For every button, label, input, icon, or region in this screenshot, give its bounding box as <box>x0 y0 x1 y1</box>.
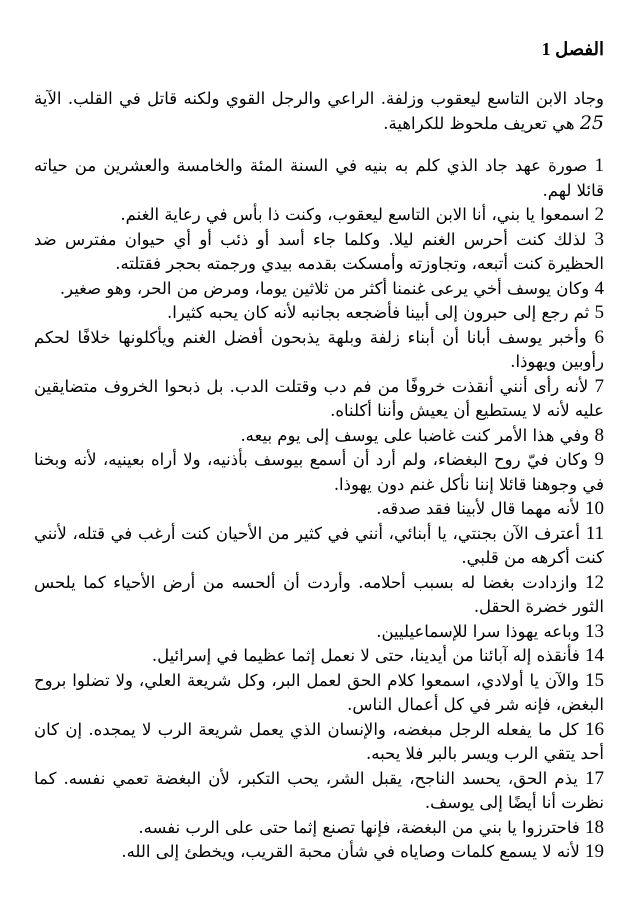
verse-number: 4 <box>594 277 604 299</box>
verse-text: اسمعوا يا بني، أنا الابن التاسع ليعقوب، وكنت ذا بأس في رعاية الغنم. <box>120 205 590 224</box>
verse-number: 8 <box>594 424 604 446</box>
verse-text: فاحترزوا يا بني من البغضة، فإنها تصنع إثما حتى على الرب نفسه. <box>138 817 580 837</box>
verse-paragraph <box>34 203 604 228</box>
verse-paragraph <box>34 448 604 497</box>
verse-text: صورة عهد جاد الذي كلم به بنيه في السنة المئة والخامسة والعشرين من حياته قائلا لهم. <box>34 156 604 200</box>
verse-number: 13 <box>585 620 604 642</box>
verse-text: وازدادت بغضا له بسبب أحلامه. وأردت أن ألحسه من أرض الأحياء كما يلحس الثور خضرة الحقل. <box>34 572 604 616</box>
verse-text: وباعه يهوذا سرا للإسماعيليين. <box>376 621 580 641</box>
verse-paragraph <box>34 522 604 571</box>
verse-paragraph <box>34 669 604 718</box>
verse-paragraph <box>34 301 604 326</box>
verse-text: لأنه لا يسمع كلمات وصاياه في شأن محبة القريب، ويخطئ إلى الله. <box>121 842 580 861</box>
verse-text: يذم الحق، يحسد الناجح، يقبل الشر، يحب التكبر، لأن البغضة تعمي نفسه. كما نظرت أنا أيضًا إلى يوسف. <box>34 768 604 812</box>
intro-text-after: هي تعريف ملحوظ للكراهية. <box>383 114 580 133</box>
verse-text: لأنه مهما قال لأبينا فقد صدقه. <box>376 499 580 518</box>
verse-number: 10 <box>585 498 604 519</box>
verse-number: 14 <box>585 645 604 666</box>
verse-paragraph <box>34 571 604 620</box>
verse-number: 19 <box>585 841 604 862</box>
verse-paragraph <box>34 840 604 865</box>
verse-paragraph <box>34 277 604 302</box>
verse-paragraph <box>34 375 604 424</box>
verse-number: 2 <box>594 204 604 225</box>
verse-paragraph <box>34 644 604 669</box>
verse-text: والآن يا أولادي، اسمعوا كلام الحق لعمل البر، وكل شريعة العلي، ولا تضلوا بروح البغض، فإنه شر في كل أعمال الناس. <box>34 670 604 714</box>
verse-paragraph <box>34 816 604 841</box>
verse-text: لذلك كنت أحرس الغنم ليلا. وكلما جاء أسد أو ذئب أو أي حيوان مفترس ضد الحظيرة كنت أتبعه، وتجاوزته وأمسكت بقدمه بيدي ورجمته بحجر فقتلته. <box>34 229 604 273</box>
verse-number: 17 <box>585 767 604 789</box>
verse-number: 1 <box>594 155 604 176</box>
intro-verse-ref: 25 <box>579 112 604 134</box>
verse-text: فأنقذه إله آبائنا من أيدينا، حتى لا نعمل إثما عظيما في إسرائيل. <box>151 646 580 665</box>
verse-paragraph <box>34 718 604 767</box>
chapter-title: الفصل 1 <box>541 39 604 59</box>
verse-number: 16 <box>585 718 604 740</box>
verse-paragraph <box>34 326 604 375</box>
verse-number: 15 <box>585 669 604 691</box>
verse-text: أعترف الآن بجنتي، يا أبنائي، أنني في كثير من الأحيان كنت أرغب في قتله، لأنني كنت أكرهه من قلبي. <box>34 523 604 567</box>
verse-text: لأنه رأى أنني أنقذت خروفًا من فم دب وقتلت الدب. بل ذبحوا الخروف متضايقين عليه لأنه لا يستطيع أن يعيش وأننا أكلناه. <box>34 376 604 420</box>
verse-paragraph <box>34 497 604 522</box>
verse-list <box>34 154 604 865</box>
intro-paragraph <box>34 86 604 136</box>
verse-text: وفي هذا الأمر كنت غاضبا على يوسف إلى يوم بيعه. <box>240 425 590 445</box>
verse-number: 18 <box>585 816 604 838</box>
verse-text: ثم رجع إلى حبرون إلى أبينا فأضجعه بجانبه لأنه كان يحبه كثيرا. <box>167 303 590 322</box>
verse-number: 3 <box>594 228 604 250</box>
verse-number: 5 <box>594 302 604 323</box>
verse-paragraph <box>34 620 604 645</box>
verse-text: وكان فيّ روح البغضاء، ولم أرد أن أسمع بيوسف بأذنيه، ولا أراه بعينيه، لأنه وبخنا في وجوهنا قائلا إننا نأكل غنم دون يهوذا. <box>34 450 604 494</box>
verse-paragraph <box>34 154 604 203</box>
verse-number: 11 <box>585 522 604 544</box>
verse-text: كل ما يفعله الرجل مبغضه، والإنسان الذي يعمل شريعة الرب لا يمجده. إن كان أحد يتقي الرب ويسر بالبر فلا يحبه. <box>34 719 604 763</box>
verse-text: وأخبر يوسف أبانا أن أبناء زلفة وبلهة يذبحون أفضل الغنم ويأكلونها خلافًا لحكم رأوبين ويهوذا. <box>34 327 604 371</box>
verse-number: 6 <box>594 326 604 348</box>
intro-text-before: وجاد الابن التاسع ليعقوب وزلفة. الراعي والرجل القوي ولكنه قاتل في القلب. الآية <box>34 89 604 108</box>
verse-text: وكان يوسف أخي يرعى غنمنا أكثر من ثلاثين يوما، ومرض من الحر، وهو صغير. <box>59 278 590 298</box>
verse-paragraph <box>34 228 604 277</box>
verse-number: 9 <box>594 449 605 470</box>
verse-paragraph <box>34 767 604 816</box>
verse-number: 7 <box>594 375 604 397</box>
verse-number: 12 <box>585 571 604 593</box>
verse-paragraph <box>34 424 604 449</box>
